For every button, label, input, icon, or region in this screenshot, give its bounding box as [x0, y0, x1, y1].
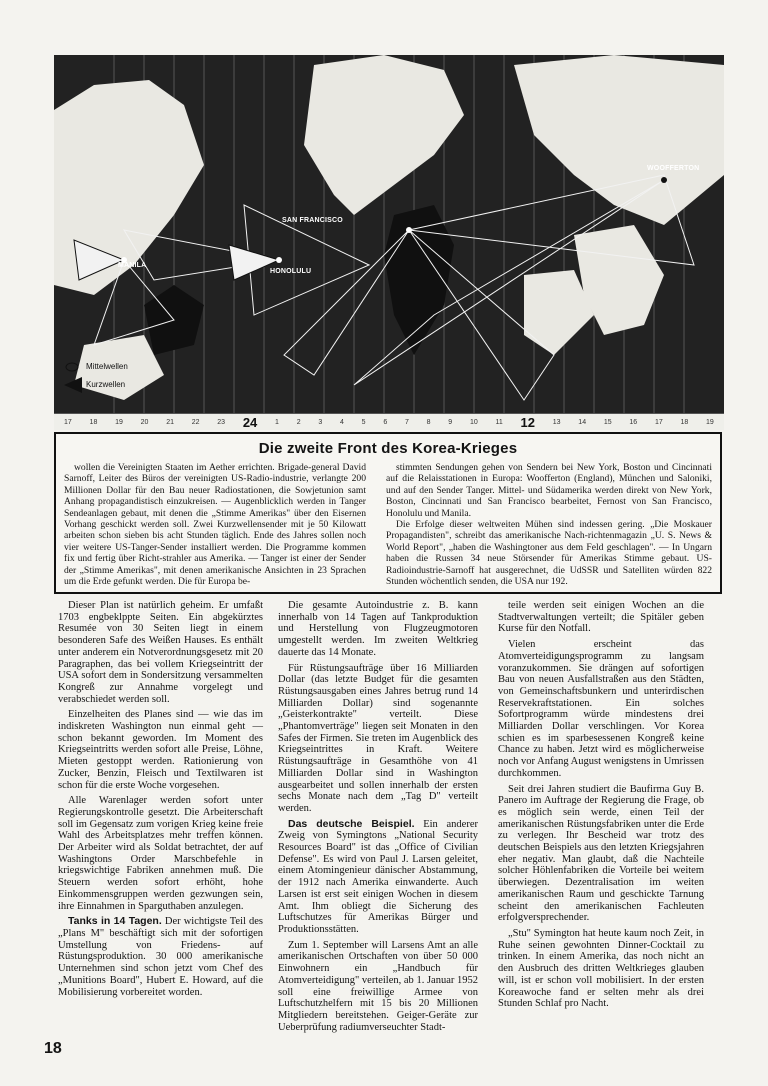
- time-zone-tick: 5: [361, 418, 366, 426]
- legend-kurzwellen: Kurzwellen: [86, 380, 126, 389]
- time-zone-tick: 6: [383, 418, 388, 426]
- time-zone-tick: 3: [318, 418, 323, 426]
- map-label-woofferton: WOOFFERTON: [647, 165, 700, 172]
- page-number: 18: [44, 1040, 62, 1057]
- article-paragraph-text: Ein anderer Zweig von Symingtons „National Security Resources Board" ist das „Office of Civilian Defense". Es wird von Paul J. Larsen geleitet, einem Atomingenieur dänischer Abstammung, der 1912 nach Amerika einwanderte. Auch Larsen ist erst seit einigen Wochen in diesem Amt. Ihm obliegt die Sicherung des Luftschutzes für Amerikas Bürger und Produktionsstätten.: [278, 818, 478, 935]
- time-zone-tick: 22: [191, 418, 200, 426]
- time-zone-tick: 15: [603, 418, 612, 426]
- time-zone-tick: 10: [469, 418, 478, 426]
- article-paragraph: teile werden seit einigen Wochen an die Stadtverwaltungen verteilt; die Spitäler geben Kurse für den Notfall.: [498, 600, 704, 635]
- time-zone-tick: 23: [217, 418, 226, 426]
- time-zone-tick: 24: [242, 414, 258, 430]
- article-paragraph: Seit drei Jahren studiert die Baufirma Guy B. Panero im Auftrage der Regierung die Frage, ob es möglich sein werde, einen Teil der amerikanischen Rüstungsfabriken unter die Erde zu verlegen. Ihr Bescheid war trotz des deutschen Beispiels aus den letzten Kriegsjahren eher negativ. Man glaubt, daß die Nachteile solcher Höhlenfabriken die Vorteile bei weitem überwiegen. Dezentralisation im weiten amerikanischen Raum und geschickte Tarnung scheint den amerikanischen Fachleuten erfolgversprechender.: [498, 783, 704, 924]
- article-column-2: [278, 600, 478, 1033]
- map-label-manila: MANILA: [118, 262, 147, 269]
- time-zone-tick: 18: [680, 418, 689, 426]
- time-zone-tick: 18: [89, 418, 98, 426]
- map-graphic: [54, 55, 724, 414]
- time-zone-tick: 12: [520, 414, 535, 430]
- time-zone-tick: 7: [404, 418, 409, 426]
- time-zone-tick: 4: [340, 418, 344, 426]
- time-zone-tick: 9: [448, 418, 453, 426]
- article-paragraph: Die gesamte Autoindustrie z. B. kann innerhalb von 14 Tagen auf Tankproduktion und Herstellung von Flugzeugmotoren umgestellt werden. Im zweiten Weltkrieg dauerte das 14 Monate.: [278, 600, 478, 658]
- time-zone-tick: 14: [578, 418, 587, 426]
- subheading-tanks: Tanks in 14 Tagen.: [68, 915, 162, 928]
- article-column-1: [58, 600, 263, 998]
- map-label-honolulu: HONOLULU: [270, 268, 312, 275]
- article-paragraph: Zum 1. September will Larsens Amt an alle amerikanischen Ortschaften von über 50 000 Einwohnern ein „Handbuch für Atomverteidigung" verteilen, ab 1. Januar 1952 soll eine freiwillige Armee von Luftschutzhelfern mit 15 bis 20 Millionen Mitgliedern bereitstehen. Geiger-Geräte zur Ueberprüfung radiumverseuchter Stadt-: [278, 939, 478, 1033]
- article-paragraph: [278, 819, 478, 936]
- caption-left-text: wollen die Vereinigten Staaten im Aether errichten. Brigade-general David Sarnoff, Leiter des Büros der vereinigten US-Radio-industrie, verlangte 200 Millionen Dollar für den Bau neuer Radiostationen, die Sowjetunion samt Anhang propagandistisch einzukreisen. — Augenblicklich werden in Tanger Sendeanlagen gebaut, mit denen die „Stimme Amerikas" über den Eisernen Vorhang geschickt werden soll. Zwei Kurzwellensender mit je 50 Kilowatt arbeiten schon sieben bis acht Stunden täglich. Ende des Jahres sollen noch vier weitere US-Tanger-Sender installiert werden. Die Programme kommen fix und fertig über Richt-strahler aus Amerika. — Tanger ist einer der Sender der „Stimme Amerikas", mit denen amerikanische Ansichten in 23 Sprachen um die Erde gefunkt werden. Die für Europa be-: [64, 462, 366, 588]
- broadcast-world-map: [54, 55, 724, 430]
- article-paragraph: Alle Warenlager werden sofort unter Regierungskontrolle gesetzt. Die Arbeiterschaft soll im Gegensatz zum vorigen Krieg keine freie Wahl des Arbeitsplatzes mehr treffen können. Der Arbeiter wird als Soldat betrachtet, der auf Washingtons Order Marschbefehle in kriegswichtige Fabriken annehmen muß. Die Steuern werden sofort erhöht, hohe Einkommensgruppen werden gezwungen sein, ihre Einnahmen in Sparguthaben anzulegen.: [58, 795, 263, 912]
- time-zone-tick: 19: [706, 418, 714, 426]
- time-zone-tick: 17: [654, 418, 663, 426]
- time-zone-tick: 20: [140, 418, 149, 426]
- subheading-deutsche-beispiel: Das deutsche Beispiel.: [288, 817, 415, 830]
- time-zone-tick: 13: [552, 418, 561, 426]
- article-paragraph-text: Der wichtigste Teil des „Plans M" beschäftigt sich mit der sofortigen Umstellung von Friedens- auf Rüstungsproduktion. 30 000 amerikanische Unternehmen sind schon jetzt vom Chef des „Munitions Board", Hubert E. Howard, auf die Mobilisierung vorbereitet worden.: [58, 916, 264, 998]
- time-zone-tick: 1: [275, 418, 279, 426]
- article-column-3: [498, 600, 704, 1010]
- caption-right-paragraph: Die Erfolge dieser weltweiten Mühen sind indessen gering. „Die Moskauer Propagandisten", schreibt das amerikanische Nach-richtenmagazin „U. S. News & World Report", „haben die Washingtoner aus dem Feld geschlagen". — In Ungarn haben die Russen 34 neue Störsender für Amerikas Stimme gebaut. US-Radioindustrie-Sarnoff hat ausgerechnet, die UdSSR und Satelliten würden 822 Stunden wöchentlich senden, die USA nur 192.: [386, 519, 712, 588]
- time-zone-tick: 21: [166, 418, 174, 426]
- time-zone-tick: 16: [629, 418, 638, 426]
- article-paragraph: Einzelheiten des Planes sind — wie das im indiskreten Washington nun einmal geht — schon bekannt geworden. Im Moment des Kriegseintritts werden sofort alle Preise, Löhne, Mieten gestoppt werden. Rationierung von Zucker, Benzin, Fleisch und Textilwaren ist schon für die erste Woche vorgesehen.: [58, 709, 263, 791]
- map-label-san-francisco: SAN FRANCISCO: [282, 217, 343, 224]
- time-zone-tick: 2: [296, 418, 301, 426]
- time-zone-tick: 19: [115, 418, 123, 426]
- time-zone-tick: 11: [495, 418, 503, 426]
- caption-right-column: [386, 462, 712, 587]
- caption-box: [54, 432, 722, 594]
- article-paragraph: [58, 916, 263, 998]
- time-zone-tick: 8: [426, 418, 431, 426]
- caption-left-column: [64, 462, 366, 587]
- article-paragraph: „Stu" Symington hat heute kaum noch Zeit, in Ruhe seinen gewohnten Dinner-Cocktail zu trinken. In einem Amerika, das noch nicht an den Ausbruch des dritten Weltkrieges glauben will, ist er schon voll mobilisiert. In der ersten Koreawoche fand er selten mehr als drei Stunden Schlaf pro Nacht.: [498, 927, 704, 1010]
- article-paragraph: Dieser Plan ist natürlich geheim. Er umfaßt 1703 engbeklppte Seiten. Ein abgekürztes Resumée von 30 Seiten liegt in einem besonderen Safe des Weißen Hauses. Es enthält unter anderem ein Notverordnungsgesetz mit 20 Paragraphen, das bei vollem Kriegseintritt der USA sofort dem in Sondersitzung versammelten Kongreß zur Annahme vorgelegt und verabschiedet werden soll.: [58, 600, 263, 705]
- legend-mittelwellen: Mittelwellen: [86, 362, 128, 371]
- article-paragraph: Vielen erscheint das Atomverteidigungsprogramm zu langsam voranzukommen. Sie drängen auf sofortigen Bau von neuen Ausfallstraßen aus den Städten, von Gemeinschaftsbunkern und unterirdischen Reservekraftstationen. Ein solches Sofortprogramm würde mindestens drei Milliarden Dollar verschlingen. Vor Korea schien es im sparbesessenen Kongreß keine Chance zu haben. Jetzt wird es möglicherweise noch vor Anfang August wenigstens in Umrissen durchkommen.: [498, 639, 704, 779]
- article-paragraph: Für Rüstungsaufträge über 16 Milliarden Dollar (das letzte Budget für die gesamten Rüstungsausgaben eines Jahres betrug rund 14 Milliarden Dollar) sind sogenannte „Geisterkontrakte" verteilt. Diese „Phantomverträge" liegen seit Monaten in den Safes der Firmen. Sie treten im Augenblick des Kriegseintrittes in Kraft. Weitere Rüstungsaufträge in Gesamthöhe von 41 Milliarden Dollar sind in Washington ausgearbeitet und sollen innerhalb der ersten sechs Monate nach dem „Tag D" verteilt werden.: [278, 662, 478, 814]
- time-zone-tick: 17: [64, 418, 72, 426]
- caption-title: Die zweite Front des Korea-Krieges: [258, 440, 518, 457]
- caption-right-paragraph: stimmten Sendungen gehen von Sendern bei New York, Boston und Cincinnati auf die Relaisstationen in Europa: Woofferton (England), München und Saloniki, und auf den Sender Tanger. Mittel- und Südamerika werden direkt von New York, Boston, Cincinnati und San Francisco bearbeitet, Fernost von San Francisco, Honolulu und Manila.: [386, 462, 712, 519]
- time-zone-scale: [54, 413, 724, 430]
